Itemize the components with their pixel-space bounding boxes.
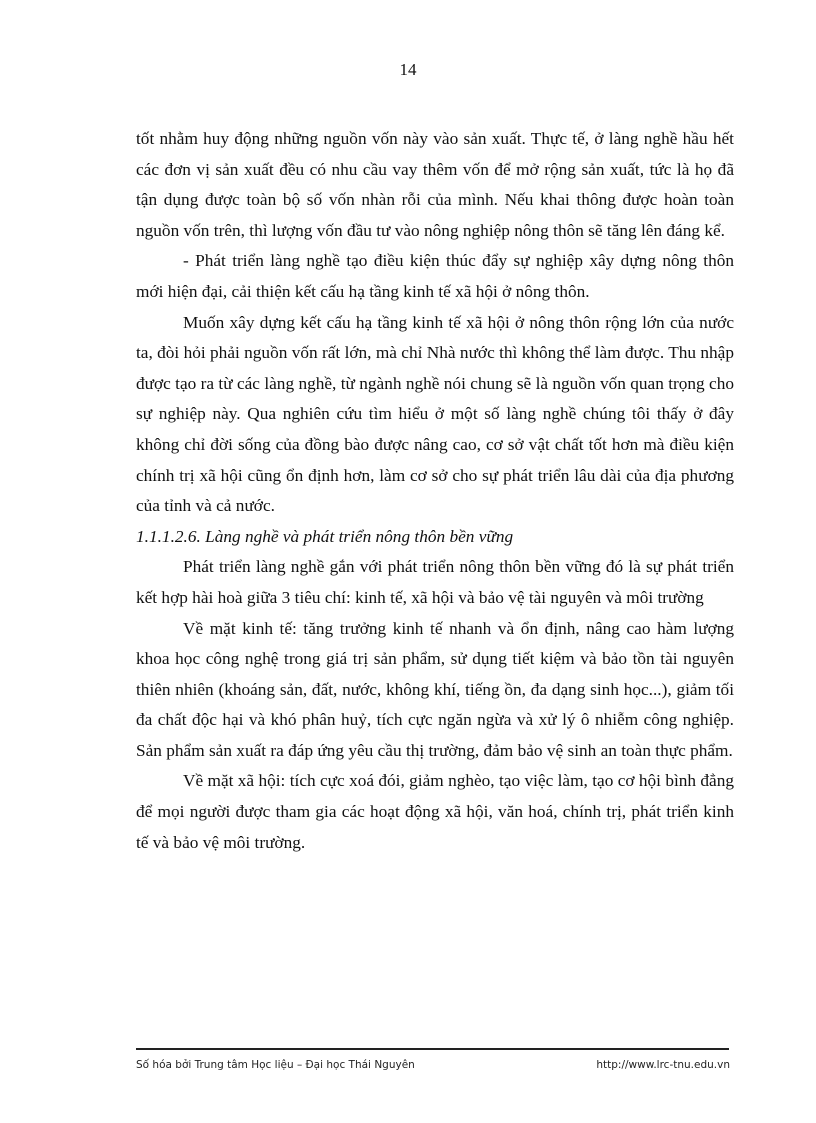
paragraph: tốt nhằm huy động những nguồn vốn này vào sản xuất. Thực tế, ở làng nghề hầu hết các đơn vị sản xuất đều có nhu cầu vay thêm vốn để mở rộng sản xuất, tức là họ đã tận dụng được toàn bộ số vốn nhàn rỗi của mình. Nếu khai thông được hoàn toàn nguồn vốn trên, thì lượng vốn đầu tư vào nông nghiệp nông thôn sẽ tăng lên đáng kể. [136,129,734,240]
page-number: 14 [399,60,417,79]
paragraph: - Phát triển làng nghề tạo điều kiện thúc đẩy sự nghiệp xây dựng nông thôn mới hiện đại, cải thiện kết cấu hạ tầng kinh tế xã hội ở nông thôn. [136,251,734,301]
footer [136,1059,730,1071]
footer-source: Số hóa bởi Trung tâm Học liệu – Đại học Thái Nguyên [136,1059,415,1071]
paragraph: Muốn xây dựng kết cấu hạ tầng kinh tế xã hội ở nông thôn rộng lớn của nước ta, đòi hỏi phải nguồn vốn rất lớn, mà chỉ Nhà nước thì không thể làm được. Thu nhập được tạo ra từ các làng nghề, từ ngành nghề nói chung sẽ là nguồn vốn quan trọng cho sự nghiệp này. Qua nghiên cứu tìm hiểu ở một số làng nghề chúng tôi thấy ở đây không chỉ đời sống của đồng bào được nâng cao, cơ sở vật chất tốt hơn mà điều kiện chính trị xã hội cũng ổn định hơn, làm cơ sở cho sự phát triển lâu dài của địa phương của tỉnh và cả nước. [136,312,734,516]
body-text [136,124,734,858]
paragraph: Phát triển làng nghề gắn với phát triển nông thôn bền vững đó là sự phát triển kết hợp hài hoà giữa 3 tiêu chí: kinh tế, xã hội và bảo vệ tài nguyên và môi trường [136,557,734,607]
paragraph: Về mặt kinh tế: tăng trưởng kinh tế nhanh và ổn định, nâng cao hàm lượng khoa học công nghệ trong giá trị sản phẩm, sử dụng tiết kiệm và bảo tồn tài nguyên thiên nhiên (khoáng sản, đất, nước, không khí, tiếng ồn, đa dạng sinh học...), giảm tối đa chất độc hại và khó phân huỷ, tích cực ngăn ngừa và xử lý ô nhiễm công nghiệp. Sản phẩm sản xuất ra đáp ứng yêu cầu thị trường, đảm bảo vệ sinh an toàn thực phẩm. [136,618,734,760]
footer-url[interactable]: http://www.lrc-tnu.edu.vn [596,1059,730,1071]
section-heading: 1.1.1.2.6. Làng nghề và phát triển nông thôn bền vững [136,526,514,546]
paragraph: Về mặt xã hội: tích cực xoá đói, giảm nghèo, tạo việc làm, tạo cơ hội bình đẳng để mọi người được tham gia các hoạt động xã hội, văn hoá, chính trị, phát triển kinh tế và bảo vệ môi trường. [136,771,734,852]
footer-divider [136,1048,729,1050]
